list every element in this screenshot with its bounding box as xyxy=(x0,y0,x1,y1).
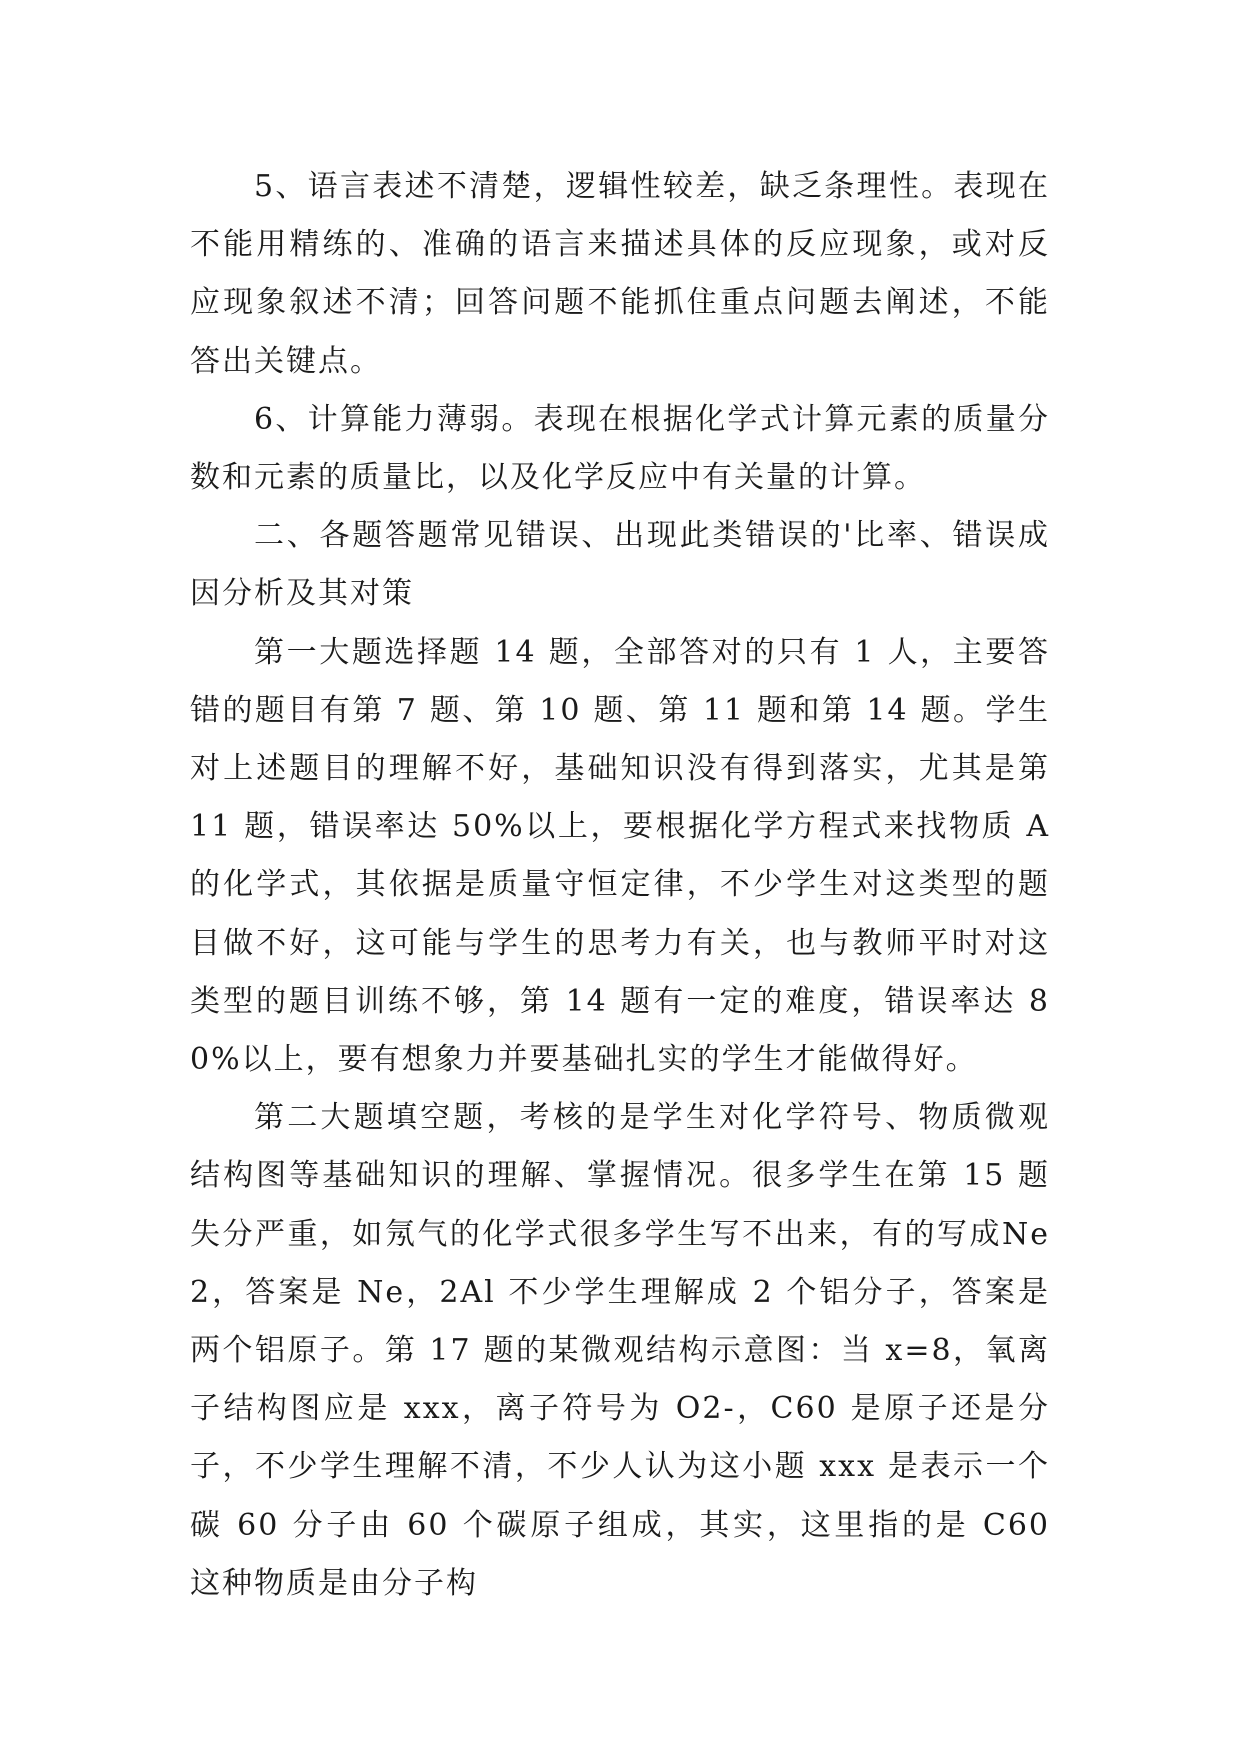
paragraph-language-expression: 5、语言表述不清楚，逻辑性较差，缺乏条理性。表现在不能用精练的、准确的语言来描述具体的反应现象，或对反应现象叙述不清；回答问题不能抓住重点问题去阐述，不能答出关键点。 xyxy=(190,169,1050,379)
paragraph-calculation-ability: 6、计算能力薄弱。表现在根据化学式计算元素的质量分数和元素的质量比，以及化学反应中有关量的计算。 xyxy=(190,401,1050,496)
paragraph-multiple-choice-analysis: 第一大题选择题 14 题，全部答对的只有 1 人，主要答错的题目有第 7 题、第 10 题、第 11 题和第 14 题。学生对上述题目的理解不好，基础知识没有得到落实，尤其是第 11 题，错误率达 50%以上，要根据化学方程式来找物质 A 的化学式，其依据是质量守恒定律，不少学生对这类型的题目做不好，这可能与学生的思考力有关，也与教师平时对这类型的题目训练不够，第 14 题有一定的难度，错误率达 80%以上，要有想象力并要基础扎实的学生才能做得好。 xyxy=(190,634,1050,1078)
paragraph-fill-in-blank-analysis: 第二大题填空题，考核的是学生对化学符号、物质微观结构图等基础知识的理解、掌握情况。很多学生在第 15 题失分严重，如氖气的化学式很多学生写不出来，有的写成Ne2，答案是 Ne，2Al 不少学生理解成 2 个铝分子，答案是两个铝原子。第 17 题的某微观结构示意图：当 x=8，氧离子结构图应是 xxx，离子符号为 O2-，C60 是原子还是分子，不少学生理解不清，不少人认为这小题 xxx 是表示一个碳 60 分子由 60 个碳原子组成，其实，这里指的是 C60 这种物质是由分子构 xyxy=(190,1100,1050,1601)
section-heading-common-errors: 二、各题答题常见错误、出现此类错误的'比率、错误成因分析及其对策 xyxy=(190,518,1050,612)
document-body xyxy=(190,158,1050,1613)
